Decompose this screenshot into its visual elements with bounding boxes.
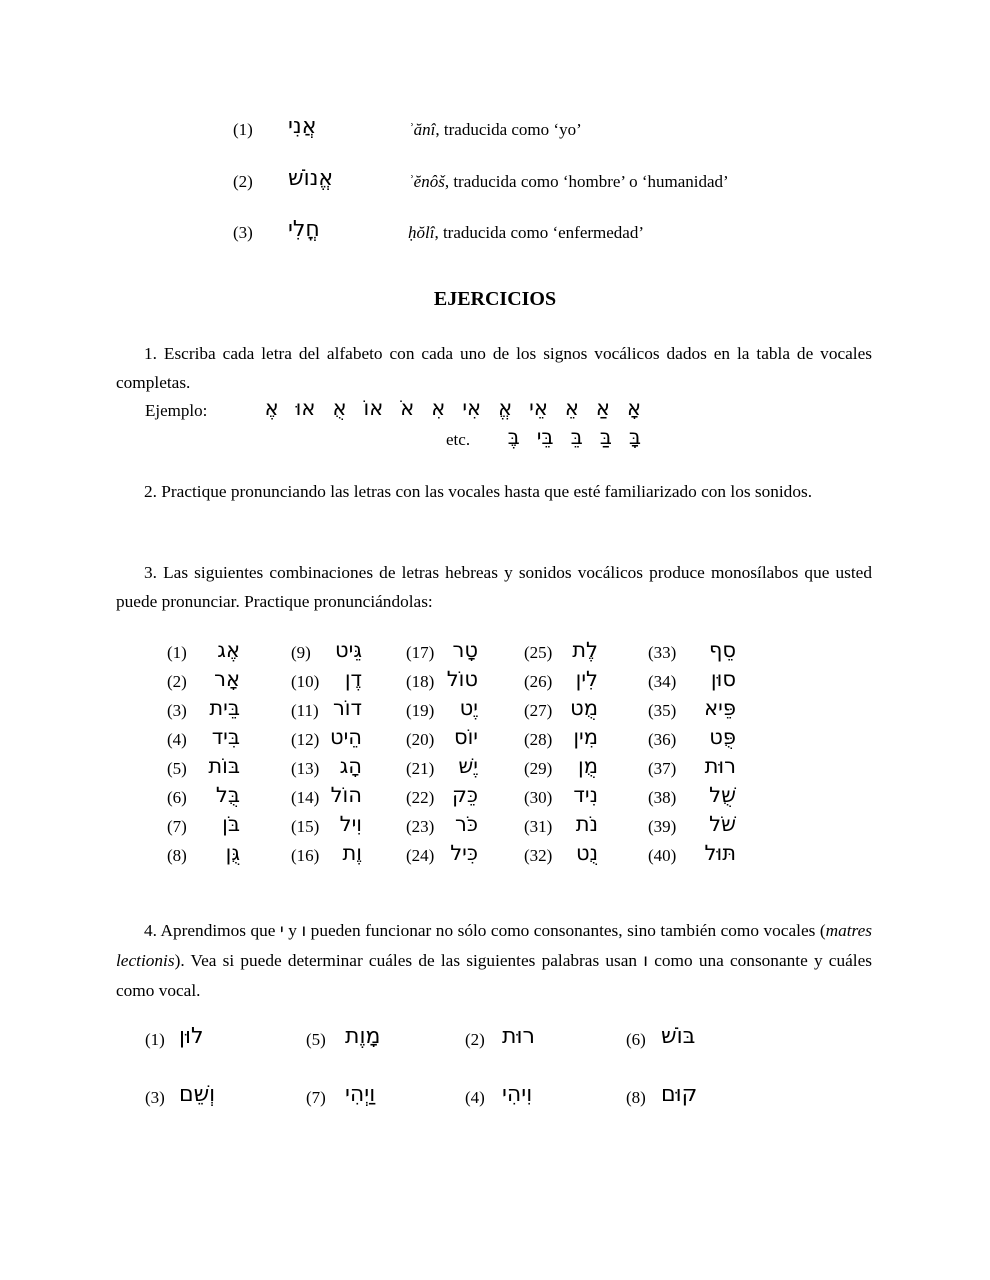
word-number: (7) [306,1088,326,1107]
syllable-hebrew: שֻׁל [709,783,736,807]
syllable-number: (32) [524,846,553,865]
syllable-number: (28) [524,730,553,749]
exercise-4-text: 4. Aprendimos que י y ו pueden funcionar no sólo como consonantes, sino también como vocales (matres lectionis). Vea si puede determinar cuáles de las siguientes palabras usan ו como una consonante y cuáles como vocal. [116,921,873,1000]
syllable-hebrew: וִיל [339,812,362,836]
syllable-hebrew: בִּיד [211,725,240,749]
word-hebrew: רוּת [502,1024,535,1049]
vav-letter: ו [301,921,307,941]
word-number: (4) [465,1088,485,1107]
syllable-hebrew: נֹת [575,812,598,836]
vowel-example-row-2: בָּבַּבֵּבֵּיבֶּ [507,425,641,449]
syllable-hebrew: טָר [452,638,478,662]
syllable-number: (16) [291,846,320,865]
syllable-number: (30) [524,788,553,807]
word-hebrew: וַיְהִי [345,1082,376,1107]
syllable-hebrew: בֵּית [209,696,240,720]
gloss: ʾănî, traducida como ‘yo’ [408,120,582,139]
syllable-number: (10) [291,672,320,691]
syllable-number: (22) [406,788,435,807]
example-label: Ejemplo: [145,401,208,420]
syllable-hebrew: שֹׁל [709,812,736,836]
syllable-hebrew: תּוּל [704,841,736,865]
word-number: (3) [145,1088,165,1107]
syllable-number: (13) [291,759,320,778]
hebrew-word: אֱנוֹשׁ [288,166,334,191]
word-number: (1) [145,1030,165,1049]
syllable-number: (20) [406,730,435,749]
syllable-hebrew: כֵּק [451,783,478,807]
syllable-hebrew: דֶן [344,667,362,691]
transliteration: ḥŏlî [408,223,435,242]
word-hebrew: וִיהִי [502,1082,533,1107]
syllable-number: (11) [291,701,319,720]
syllable-hebrew: יוֹס [453,725,478,749]
etc-label: etc. [446,430,471,449]
syllable-hebrew: בֹּן [222,812,240,836]
section-heading: EJERCICIOS [433,288,557,310]
syllable-hebrew: נִיד [573,783,598,807]
hebrew-word: חֳלִי [288,217,320,242]
syllable-hebrew: יֶט [459,696,478,720]
syllable-hebrew: בּוֹת [208,754,240,778]
matres-lectionis: matres lectionis [116,921,873,970]
word-hebrew: בּוֹשׁ [661,1024,696,1049]
syllable-hebrew: אֶג [217,638,240,662]
word-number: (2) [465,1030,485,1049]
syllable-number: (26) [524,672,553,691]
syllable-hebrew: אָר [214,667,240,691]
word-hebrew: לוּן [179,1024,204,1049]
word-hebrew: וְשֵׁם [179,1082,216,1107]
syllable-number: (8) [167,846,187,865]
syllable-hebrew: גֵּיט [335,638,362,662]
vav-letter: ו [643,951,648,971]
vowel-example-row-1: אָאַאֵאֵיאֱאִיאִאֹאוֹאֻאוּאֶ [264,396,641,420]
syllable-number: (40) [648,846,677,865]
syllable-number: (7) [167,817,187,836]
syllable-number: (12) [291,730,320,749]
word-number: (8) [626,1088,646,1107]
syllable-number: (21) [406,759,435,778]
syllable-number: (9) [291,643,311,662]
hebrew-word: אֲנִי [288,114,317,139]
word-hebrew: קוּם [661,1082,698,1107]
syllable-number: (35) [648,701,677,720]
example-number: (1) [233,120,253,139]
syllable-hebrew: סוּן [710,667,736,691]
word-number: (6) [626,1030,646,1049]
example-row-1 [0,114,990,148]
exercise-3-text: 3. Las siguientes combinaciones de letras hebreas y sonidos vocálicos produce monosílabos que usted puede pronunciar. Practique pronunciándolas: [116,563,872,611]
syllable-hebrew: גֻּן [225,841,240,865]
syllable-number: (1) [167,643,187,662]
syllable-hebrew: טוֹל [446,667,478,691]
syllable-number: (36) [648,730,677,749]
syllable-hebrew: בֻּל [215,783,240,807]
syllable-hebrew: הוֹל [330,783,362,807]
syllable-number: (31) [524,817,553,836]
syllable-number: (24) [406,846,435,865]
syllable-hebrew: הָג [339,754,362,778]
example-row-3 [0,217,990,251]
exercise-2-text: 2. Practique pronunciando las letras con las vocales hasta que esté familiarizado con los sonidos. [144,482,813,501]
syllable-number: (29) [524,759,553,778]
yod-letter: י [279,921,284,941]
syllable-number: (38) [648,788,677,807]
syllable-number: (33) [648,643,677,662]
transliteration: ʾănî [408,120,436,139]
syllable-hebrew: לֶת [572,638,598,662]
syllable-hebrew: רוּת [704,754,736,778]
syllable-hebrew: פֻּט [709,725,736,749]
syllable-number: (23) [406,817,435,836]
syllable-number: (4) [167,730,187,749]
example-number: (3) [233,223,253,242]
word-number: (5) [306,1030,326,1049]
syllable-number: (39) [648,817,677,836]
syllable-hebrew: כֹּר [455,812,478,836]
syllable-hebrew: הֵיט [329,725,362,749]
syllable-number: (2) [167,672,187,691]
example-row-2 [0,166,990,200]
syllable-number: (5) [167,759,187,778]
syllable-number: (15) [291,817,320,836]
exercise-1-text: 1. Escriba cada letra del alfabeto con cada uno de los signos vocálicos dados en la tabla de vocales completas. [116,344,872,392]
syllable-hebrew: מִין [573,725,598,749]
syllable-hebrew: פֵּיא [704,696,736,720]
syllable-number: (27) [524,701,553,720]
gloss: ḥŏlî, traducida como ‘enfermedad’ [408,223,645,242]
syllable-number: (17) [406,643,435,662]
syllable-hebrew: יֶשׁ [458,754,478,778]
syllable-hebrew: נֻט [575,841,598,865]
transliteration: ʾĕnôš [408,172,445,191]
syllable-hebrew: מֻן [578,754,598,778]
syllable-hebrew: סֵף [708,638,736,662]
example-number: (2) [233,172,253,191]
syllable-number: (14) [291,788,320,807]
syllable-number: (25) [524,643,553,662]
syllable-number: (18) [406,672,435,691]
gloss: ʾĕnôš, traducida como ‘hombre’ o ‘humanidad’ [408,172,729,191]
syllable-number: (37) [648,759,677,778]
syllable-number: (19) [406,701,435,720]
syllable-number: (6) [167,788,187,807]
word-hebrew: מָוֶת [345,1024,381,1049]
syllable-hebrew: לִין [575,667,598,691]
syllable-number: (34) [648,672,677,691]
syllable-hebrew: מֻט [570,696,598,720]
syllable-hebrew: וֶת [342,841,362,865]
syllable-hebrew: דוֹר [332,696,362,720]
syllable-number: (3) [167,701,187,720]
syllable-hebrew: כִּיל [450,841,478,865]
